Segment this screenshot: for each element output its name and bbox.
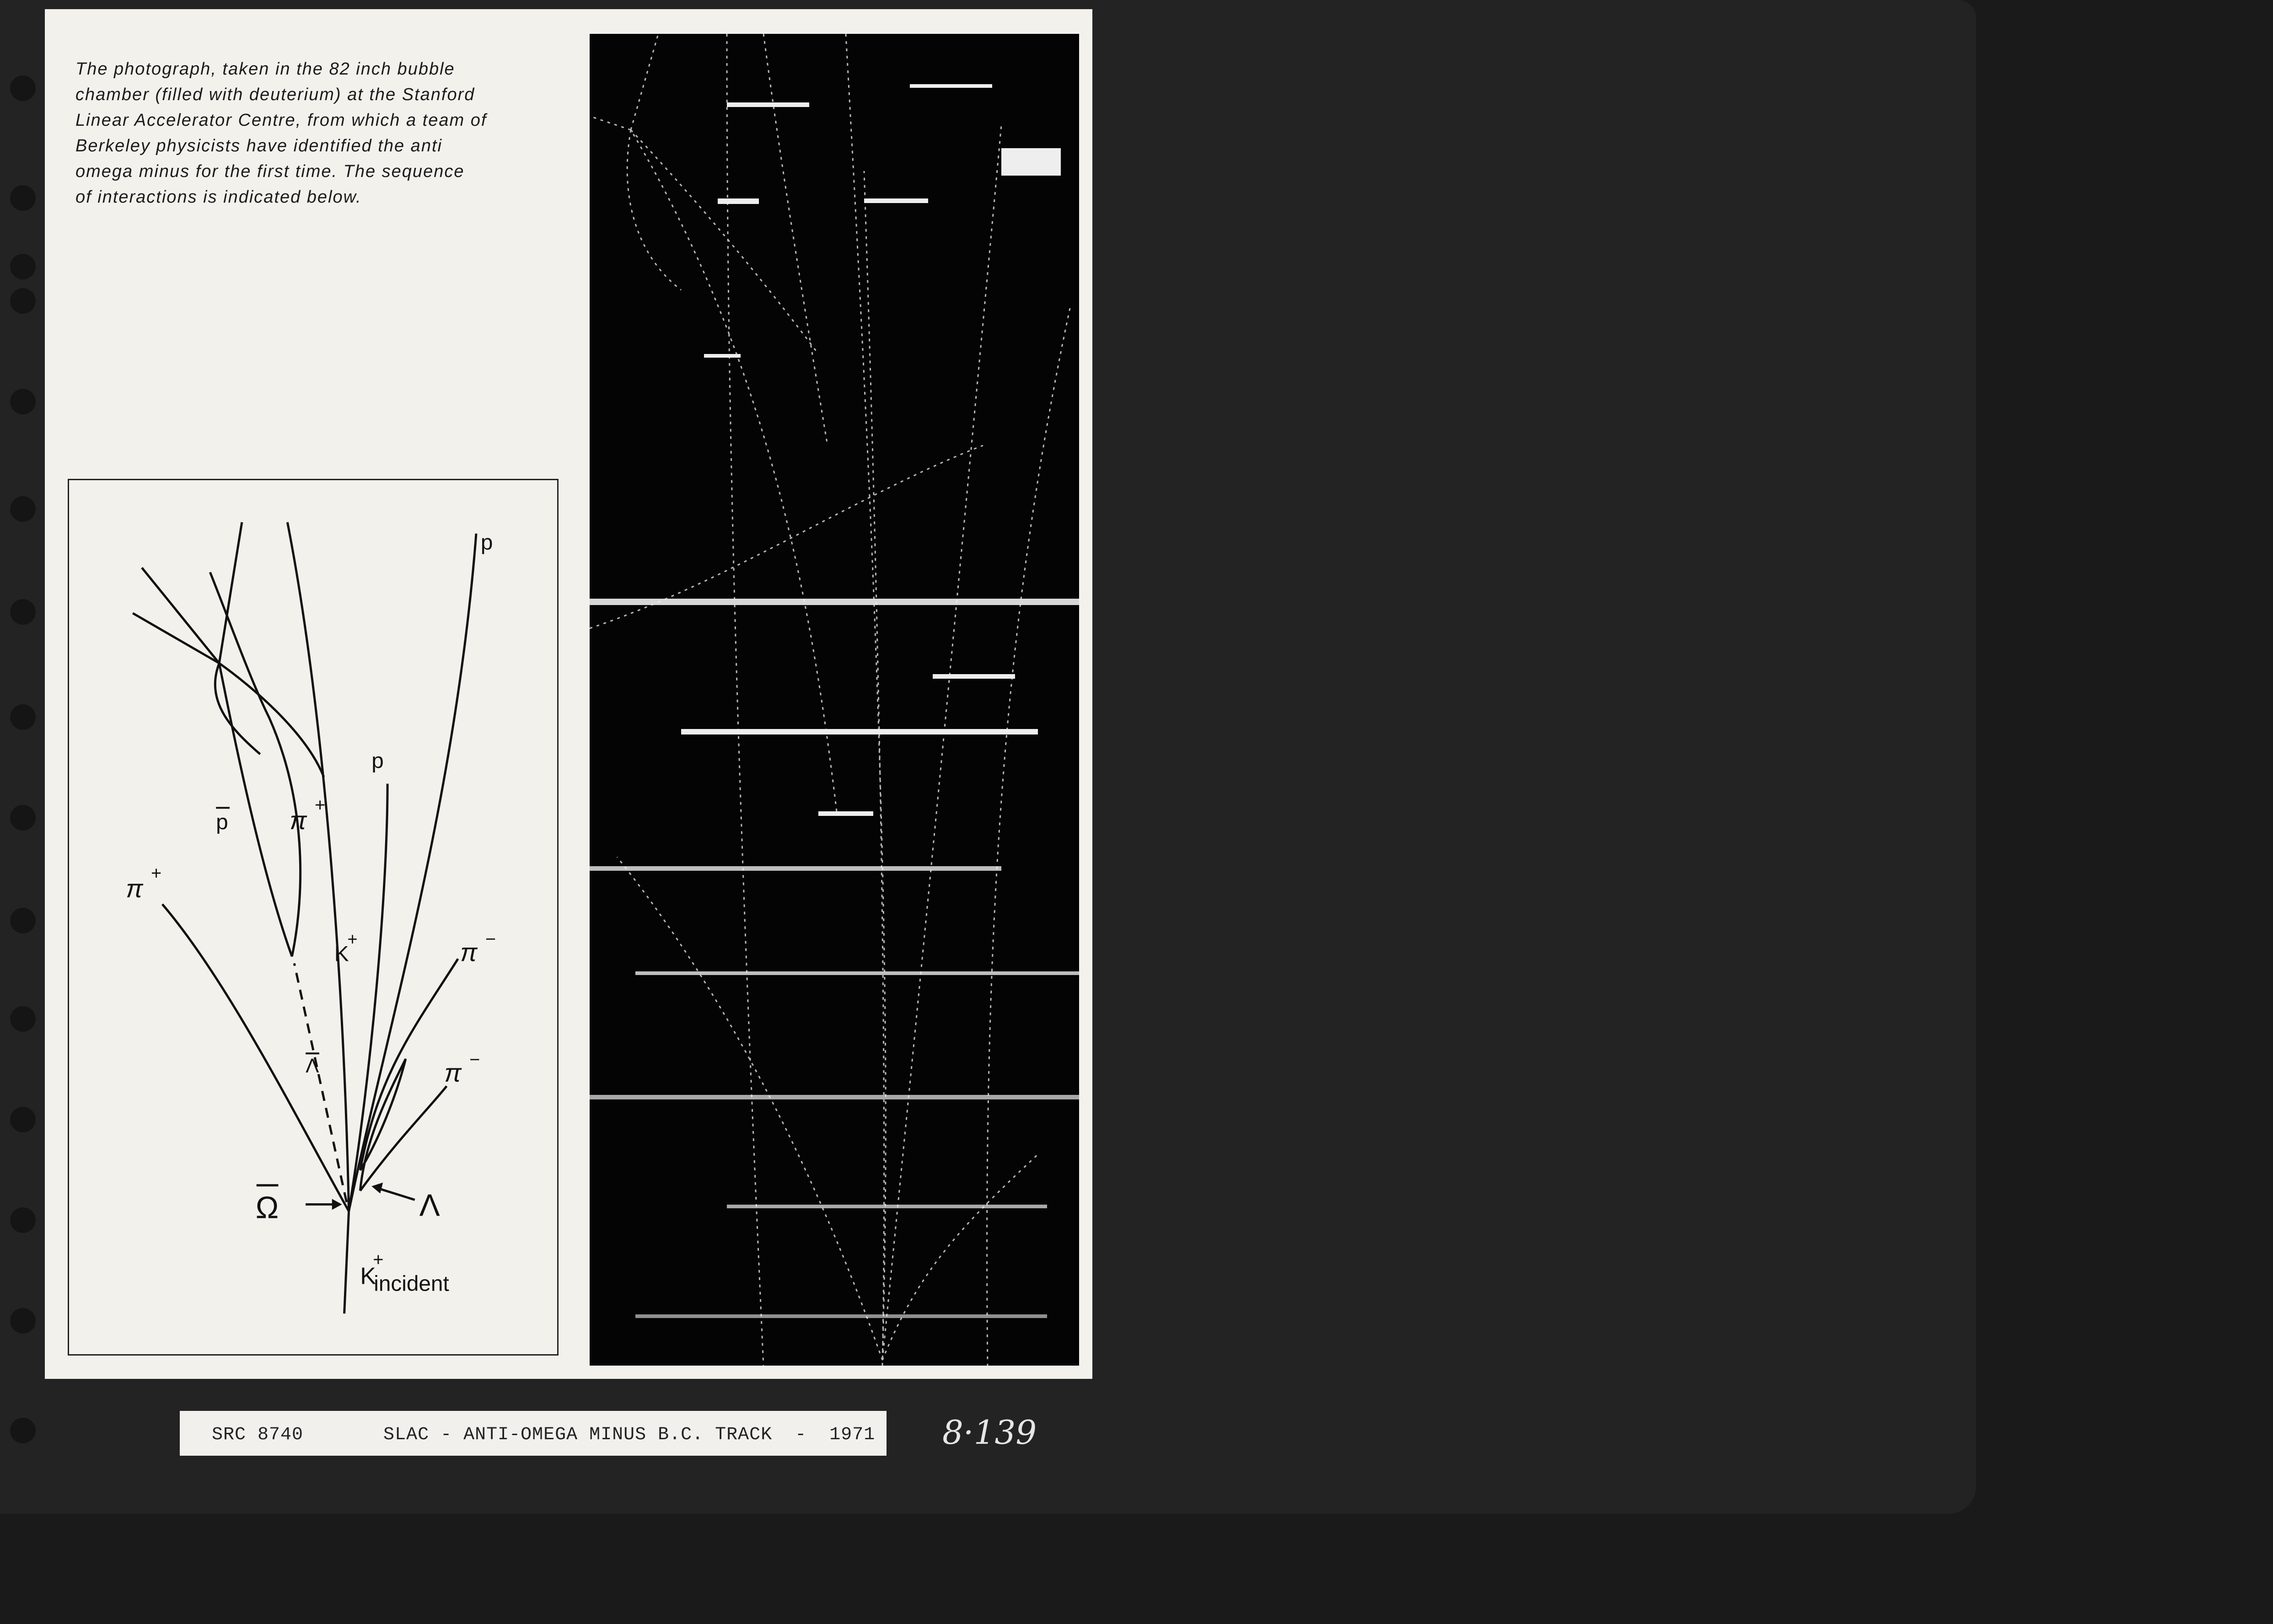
label-pi-plus-left-sup: + [150, 863, 162, 884]
annihilation-star-1 [219, 522, 242, 663]
catalog-label-text: SRC 8740 SLAC - ANTI-OMEGA MINUS B.C. TRACK - 1971 [212, 1425, 876, 1445]
binder-hole [10, 288, 36, 314]
label-k-incident: K [360, 1262, 376, 1289]
pi-plus-left-track [162, 904, 349, 1211]
annihilation-star-4 [133, 613, 219, 663]
k-incident-track [344, 1211, 349, 1313]
binder-hole [10, 908, 36, 933]
caption-text: The photograph, taken in the 82 inch bubble chamber (filled with deuterium) at the Stanford Linear Accelerator Centre, from which a team of Berkeley physicists have identified the anti omega minus for the first time. The sequence of interactions is indicated below. [75, 59, 487, 207]
bubble-chamber-photograph [590, 34, 1079, 1366]
binder-hole [10, 1308, 36, 1334]
label-omega-bar: Ω [255, 1190, 279, 1225]
binder-hole [10, 75, 36, 101]
pi-minus-upper-track [360, 959, 458, 1170]
track-diagram [68, 479, 559, 1356]
label-pbar: p [216, 810, 228, 835]
label-pi-minus-lower: π [444, 1058, 462, 1087]
binder-hole [10, 1006, 36, 1032]
binder-hole [10, 805, 36, 831]
label-lambda: Λ [419, 1188, 440, 1223]
label-pi-minus-upper: π [460, 938, 478, 967]
lambda-bar-gap [294, 963, 346, 1202]
label-pi-plus-upper-sup: + [314, 795, 326, 815]
label-p-middle: p [371, 748, 384, 773]
label-pi-plus-left: π [126, 874, 143, 903]
binder-hole [10, 1107, 36, 1132]
binder-hole [10, 704, 36, 730]
label-pi-plus-upper: π [290, 806, 307, 835]
pbar-track [219, 663, 292, 956]
annihilation-star-2 [142, 568, 219, 663]
binder-hole [10, 389, 36, 414]
bubble-chamber-tracks [590, 34, 1079, 1366]
label-p-top: p [480, 530, 493, 555]
handwritten-reference-number: 8·139 [942, 1413, 1037, 1452]
track-diagram-svg [69, 480, 557, 1354]
k-plus-track [287, 522, 349, 1211]
label-k-incident-sup: + [373, 1249, 384, 1270]
binder-hole [10, 599, 36, 625]
proton-track-right [349, 534, 476, 1211]
label-k-incident-sub: incident [374, 1271, 449, 1296]
label-pi-minus-lower-sup: − [469, 1050, 480, 1070]
annihilation-star-3 [219, 663, 324, 777]
binder-hole [10, 496, 36, 522]
binder-hole [10, 1207, 36, 1233]
label-k-plus: K [334, 942, 349, 966]
binder-hole [10, 1418, 36, 1443]
label-pi-minus-upper-sup: − [485, 929, 496, 949]
catalog-label-strip [180, 1411, 887, 1456]
binder-hole [10, 254, 36, 279]
label-k-plus-sup: + [347, 930, 358, 949]
label-lambda-bar: Λ [306, 1055, 319, 1077]
binder-hole [10, 185, 36, 211]
